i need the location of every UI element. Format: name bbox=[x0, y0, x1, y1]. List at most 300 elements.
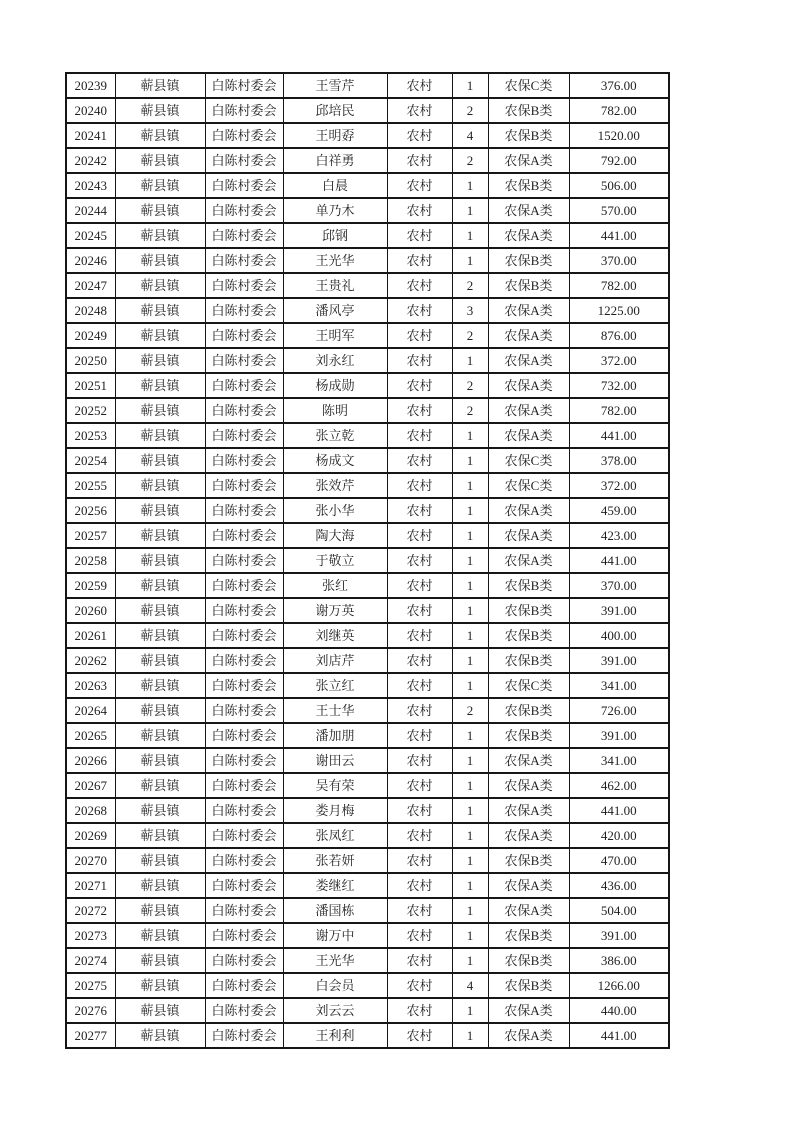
cell-person-name: 张效芹 bbox=[283, 473, 387, 498]
cell-residence-type: 农村 bbox=[387, 598, 452, 623]
cell-person-count: 1 bbox=[452, 348, 488, 373]
cell-amount: 570.00 bbox=[569, 198, 669, 223]
cell-residence-type: 农村 bbox=[387, 423, 452, 448]
cell-person-name: 刘继英 bbox=[283, 623, 387, 648]
cell-person-name: 张红 bbox=[283, 573, 387, 598]
table-row bbox=[66, 673, 669, 698]
cell-town: 蕲县镇 bbox=[115, 498, 205, 523]
cell-insurance-category: 农保A类 bbox=[488, 398, 569, 423]
cell-person-count: 1 bbox=[452, 548, 488, 573]
table-row bbox=[66, 448, 669, 473]
cell-town: 蕲县镇 bbox=[115, 698, 205, 723]
cell-serial-number: 20250 bbox=[66, 348, 115, 373]
cell-person-count: 1 bbox=[452, 648, 488, 673]
cell-amount: 420.00 bbox=[569, 823, 669, 848]
table-row bbox=[66, 248, 669, 273]
cell-village-committee: 白陈村委会 bbox=[205, 248, 283, 273]
cell-residence-type: 农村 bbox=[387, 823, 452, 848]
cell-residence-type: 农村 bbox=[387, 273, 452, 298]
cell-person-name: 于敬立 bbox=[283, 548, 387, 573]
cell-village-committee: 白陈村委会 bbox=[205, 123, 283, 148]
cell-serial-number: 20243 bbox=[66, 173, 115, 198]
cell-residence-type: 农村 bbox=[387, 623, 452, 648]
cell-village-committee: 白陈村委会 bbox=[205, 973, 283, 998]
cell-residence-type: 农村 bbox=[387, 573, 452, 598]
cell-serial-number: 20239 bbox=[66, 73, 115, 98]
cell-person-count: 2 bbox=[452, 273, 488, 298]
cell-residence-type: 农村 bbox=[387, 348, 452, 373]
cell-residence-type: 农村 bbox=[387, 773, 452, 798]
cell-village-committee: 白陈村委会 bbox=[205, 398, 283, 423]
cell-insurance-category: 农保B类 bbox=[488, 123, 569, 148]
cell-person-count: 1 bbox=[452, 798, 488, 823]
cell-insurance-category: 农保A类 bbox=[488, 148, 569, 173]
cell-residence-type: 农村 bbox=[387, 698, 452, 723]
cell-town: 蕲县镇 bbox=[115, 598, 205, 623]
cell-person-name: 谢万英 bbox=[283, 598, 387, 623]
cell-village-committee: 白陈村委会 bbox=[205, 873, 283, 898]
cell-person-count: 1 bbox=[452, 923, 488, 948]
cell-person-name: 吴有荣 bbox=[283, 773, 387, 798]
cell-person-count: 1 bbox=[452, 573, 488, 598]
cell-amount: 341.00 bbox=[569, 673, 669, 698]
cell-village-committee: 白陈村委会 bbox=[205, 573, 283, 598]
cell-person-count: 1 bbox=[452, 198, 488, 223]
cell-serial-number: 20268 bbox=[66, 798, 115, 823]
cell-amount: 462.00 bbox=[569, 773, 669, 798]
cell-person-name: 张小华 bbox=[283, 498, 387, 523]
cell-village-committee: 白陈村委会 bbox=[205, 523, 283, 548]
cell-serial-number: 20254 bbox=[66, 448, 115, 473]
cell-residence-type: 农村 bbox=[387, 798, 452, 823]
table-row bbox=[66, 423, 669, 448]
table-row bbox=[66, 273, 669, 298]
cell-insurance-category: 农保B类 bbox=[488, 648, 569, 673]
cell-amount: 370.00 bbox=[569, 248, 669, 273]
cell-residence-type: 农村 bbox=[387, 198, 452, 223]
cell-village-committee: 白陈村委会 bbox=[205, 348, 283, 373]
cell-insurance-category: 农保A类 bbox=[488, 423, 569, 448]
pension-records-table bbox=[65, 72, 670, 1049]
cell-town: 蕲县镇 bbox=[115, 298, 205, 323]
cell-residence-type: 农村 bbox=[387, 398, 452, 423]
cell-person-name: 杨成勋 bbox=[283, 373, 387, 398]
cell-serial-number: 20264 bbox=[66, 698, 115, 723]
table-row bbox=[66, 1023, 669, 1048]
cell-village-committee: 白陈村委会 bbox=[205, 198, 283, 223]
cell-village-committee: 白陈村委会 bbox=[205, 598, 283, 623]
table-row bbox=[66, 198, 669, 223]
cell-town: 蕲县镇 bbox=[115, 623, 205, 648]
cell-village-committee: 白陈村委会 bbox=[205, 223, 283, 248]
cell-serial-number: 20269 bbox=[66, 823, 115, 848]
cell-village-committee: 白陈村委会 bbox=[205, 448, 283, 473]
cell-serial-number: 20252 bbox=[66, 398, 115, 423]
cell-town: 蕲县镇 bbox=[115, 848, 205, 873]
cell-person-count: 1 bbox=[452, 873, 488, 898]
cell-residence-type: 农村 bbox=[387, 548, 452, 573]
cell-person-name: 张立红 bbox=[283, 673, 387, 698]
cell-person-count: 1 bbox=[452, 723, 488, 748]
table-row bbox=[66, 223, 669, 248]
cell-amount: 441.00 bbox=[569, 798, 669, 823]
cell-amount: 391.00 bbox=[569, 923, 669, 948]
table-row bbox=[66, 623, 669, 648]
cell-insurance-category: 农保A类 bbox=[488, 998, 569, 1023]
cell-person-count: 2 bbox=[452, 373, 488, 398]
cell-town: 蕲县镇 bbox=[115, 98, 205, 123]
table-row bbox=[66, 998, 669, 1023]
cell-village-committee: 白陈村委会 bbox=[205, 748, 283, 773]
cell-person-name: 邱培民 bbox=[283, 98, 387, 123]
cell-person-count: 1 bbox=[452, 948, 488, 973]
cell-person-name: 谢万中 bbox=[283, 923, 387, 948]
cell-insurance-category: 农保A类 bbox=[488, 348, 569, 373]
cell-person-name: 白祥勇 bbox=[283, 148, 387, 173]
cell-village-committee: 白陈村委会 bbox=[205, 98, 283, 123]
cell-insurance-category: 农保A类 bbox=[488, 373, 569, 398]
cell-town: 蕲县镇 bbox=[115, 873, 205, 898]
cell-person-count: 1 bbox=[452, 598, 488, 623]
cell-person-name: 潘国栋 bbox=[283, 898, 387, 923]
table-row bbox=[66, 848, 669, 873]
cell-person-count: 2 bbox=[452, 98, 488, 123]
cell-residence-type: 农村 bbox=[387, 173, 452, 198]
cell-insurance-category: 农保A类 bbox=[488, 773, 569, 798]
cell-person-name: 张若妍 bbox=[283, 848, 387, 873]
cell-amount: 792.00 bbox=[569, 148, 669, 173]
cell-person-count: 4 bbox=[452, 123, 488, 148]
cell-town: 蕲县镇 bbox=[115, 348, 205, 373]
cell-person-name: 谢田云 bbox=[283, 748, 387, 773]
cell-village-committee: 白陈村委会 bbox=[205, 473, 283, 498]
cell-village-committee: 白陈村委会 bbox=[205, 723, 283, 748]
cell-insurance-category: 农保A类 bbox=[488, 1023, 569, 1048]
cell-insurance-category: 农保A类 bbox=[488, 523, 569, 548]
cell-person-count: 1 bbox=[452, 248, 488, 273]
cell-insurance-category: 农保A类 bbox=[488, 498, 569, 523]
cell-town: 蕲县镇 bbox=[115, 423, 205, 448]
cell-person-name: 陈明 bbox=[283, 398, 387, 423]
cell-serial-number: 20273 bbox=[66, 923, 115, 948]
cell-residence-type: 农村 bbox=[387, 498, 452, 523]
cell-residence-type: 农村 bbox=[387, 873, 452, 898]
cell-residence-type: 农村 bbox=[387, 898, 452, 923]
cell-amount: 376.00 bbox=[569, 73, 669, 98]
cell-serial-number: 20257 bbox=[66, 523, 115, 548]
cell-town: 蕲县镇 bbox=[115, 223, 205, 248]
cell-person-count: 1 bbox=[452, 998, 488, 1023]
cell-amount: 441.00 bbox=[569, 1023, 669, 1048]
cell-insurance-category: 农保A类 bbox=[488, 548, 569, 573]
cell-person-count: 1 bbox=[452, 898, 488, 923]
cell-serial-number: 20249 bbox=[66, 323, 115, 348]
table-row bbox=[66, 398, 669, 423]
cell-insurance-category: 农保A类 bbox=[488, 798, 569, 823]
table-row bbox=[66, 98, 669, 123]
cell-serial-number: 20266 bbox=[66, 748, 115, 773]
cell-village-committee: 白陈村委会 bbox=[205, 948, 283, 973]
cell-person-count: 4 bbox=[452, 973, 488, 998]
cell-amount: 1520.00 bbox=[569, 123, 669, 148]
cell-insurance-category: 农保C类 bbox=[488, 448, 569, 473]
cell-serial-number: 20267 bbox=[66, 773, 115, 798]
cell-amount: 372.00 bbox=[569, 473, 669, 498]
cell-person-name: 娄继红 bbox=[283, 873, 387, 898]
cell-village-committee: 白陈村委会 bbox=[205, 148, 283, 173]
cell-amount: 726.00 bbox=[569, 698, 669, 723]
cell-residence-type: 农村 bbox=[387, 448, 452, 473]
table-row bbox=[66, 323, 669, 348]
cell-serial-number: 20261 bbox=[66, 623, 115, 648]
cell-amount: 400.00 bbox=[569, 623, 669, 648]
cell-insurance-category: 农保B类 bbox=[488, 973, 569, 998]
cell-person-count: 1 bbox=[452, 473, 488, 498]
cell-residence-type: 农村 bbox=[387, 73, 452, 98]
cell-serial-number: 20247 bbox=[66, 273, 115, 298]
cell-village-committee: 白陈村委会 bbox=[205, 848, 283, 873]
table-body bbox=[66, 73, 669, 1048]
cell-village-committee: 白陈村委会 bbox=[205, 673, 283, 698]
cell-amount: 1225.00 bbox=[569, 298, 669, 323]
cell-village-committee: 白陈村委会 bbox=[205, 823, 283, 848]
table-row bbox=[66, 873, 669, 898]
table-row bbox=[66, 298, 669, 323]
cell-town: 蕲县镇 bbox=[115, 323, 205, 348]
cell-town: 蕲县镇 bbox=[115, 173, 205, 198]
cell-serial-number: 20275 bbox=[66, 973, 115, 998]
cell-person-name: 张立乾 bbox=[283, 423, 387, 448]
table-row bbox=[66, 748, 669, 773]
cell-village-committee: 白陈村委会 bbox=[205, 623, 283, 648]
cell-serial-number: 20277 bbox=[66, 1023, 115, 1048]
table-row bbox=[66, 573, 669, 598]
cell-person-count: 1 bbox=[452, 623, 488, 648]
cell-town: 蕲县镇 bbox=[115, 448, 205, 473]
table-row bbox=[66, 498, 669, 523]
cell-person-count: 1 bbox=[452, 223, 488, 248]
table-row bbox=[66, 798, 669, 823]
cell-insurance-category: 农保B类 bbox=[488, 573, 569, 598]
cell-serial-number: 20263 bbox=[66, 673, 115, 698]
cell-amount: 378.00 bbox=[569, 448, 669, 473]
cell-town: 蕲县镇 bbox=[115, 948, 205, 973]
cell-residence-type: 农村 bbox=[387, 923, 452, 948]
cell-amount: 391.00 bbox=[569, 648, 669, 673]
cell-person-name: 王明军 bbox=[283, 323, 387, 348]
cell-amount: 391.00 bbox=[569, 598, 669, 623]
cell-person-count: 3 bbox=[452, 298, 488, 323]
cell-town: 蕲县镇 bbox=[115, 198, 205, 223]
cell-amount: 386.00 bbox=[569, 948, 669, 973]
cell-serial-number: 20255 bbox=[66, 473, 115, 498]
cell-town: 蕲县镇 bbox=[115, 923, 205, 948]
cell-serial-number: 20270 bbox=[66, 848, 115, 873]
cell-serial-number: 20259 bbox=[66, 573, 115, 598]
cell-town: 蕲县镇 bbox=[115, 148, 205, 173]
cell-serial-number: 20242 bbox=[66, 148, 115, 173]
cell-amount: 372.00 bbox=[569, 348, 669, 373]
cell-village-committee: 白陈村委会 bbox=[205, 998, 283, 1023]
cell-person-name: 杨成文 bbox=[283, 448, 387, 473]
cell-serial-number: 20241 bbox=[66, 123, 115, 148]
cell-amount: 391.00 bbox=[569, 723, 669, 748]
cell-insurance-category: 农保A类 bbox=[488, 873, 569, 898]
cell-amount: 1266.00 bbox=[569, 973, 669, 998]
cell-town: 蕲县镇 bbox=[115, 73, 205, 98]
cell-amount: 370.00 bbox=[569, 573, 669, 598]
cell-person-count: 1 bbox=[452, 523, 488, 548]
cell-serial-number: 20253 bbox=[66, 423, 115, 448]
cell-residence-type: 农村 bbox=[387, 123, 452, 148]
cell-person-name: 王明孬 bbox=[283, 123, 387, 148]
cell-insurance-category: 农保A类 bbox=[488, 823, 569, 848]
cell-town: 蕲县镇 bbox=[115, 398, 205, 423]
cell-insurance-category: 农保A类 bbox=[488, 198, 569, 223]
cell-person-count: 1 bbox=[452, 73, 488, 98]
cell-village-committee: 白陈村委会 bbox=[205, 1023, 283, 1048]
cell-residence-type: 农村 bbox=[387, 473, 452, 498]
cell-person-name: 娄月梅 bbox=[283, 798, 387, 823]
cell-village-committee: 白陈村委会 bbox=[205, 173, 283, 198]
cell-person-name: 邱钢 bbox=[283, 223, 387, 248]
cell-person-name: 王光华 bbox=[283, 948, 387, 973]
cell-residence-type: 农村 bbox=[387, 523, 452, 548]
cell-insurance-category: 农保A类 bbox=[488, 223, 569, 248]
cell-town: 蕲县镇 bbox=[115, 373, 205, 398]
cell-person-count: 2 bbox=[452, 698, 488, 723]
cell-town: 蕲县镇 bbox=[115, 123, 205, 148]
cell-serial-number: 20256 bbox=[66, 498, 115, 523]
cell-village-committee: 白陈村委会 bbox=[205, 798, 283, 823]
cell-person-name: 潘风亭 bbox=[283, 298, 387, 323]
table-row bbox=[66, 923, 669, 948]
table-row bbox=[66, 548, 669, 573]
cell-person-name: 单乃木 bbox=[283, 198, 387, 223]
cell-person-name: 王雪芹 bbox=[283, 73, 387, 98]
cell-person-name: 潘加朋 bbox=[283, 723, 387, 748]
cell-residence-type: 农村 bbox=[387, 848, 452, 873]
cell-insurance-category: 农保B类 bbox=[488, 723, 569, 748]
cell-person-count: 1 bbox=[452, 773, 488, 798]
cell-village-committee: 白陈村委会 bbox=[205, 923, 283, 948]
cell-village-committee: 白陈村委会 bbox=[205, 698, 283, 723]
table-row bbox=[66, 173, 669, 198]
cell-amount: 782.00 bbox=[569, 398, 669, 423]
cell-town: 蕲县镇 bbox=[115, 673, 205, 698]
cell-residence-type: 农村 bbox=[387, 373, 452, 398]
cell-amount: 441.00 bbox=[569, 423, 669, 448]
cell-person-name: 刘云云 bbox=[283, 998, 387, 1023]
cell-amount: 782.00 bbox=[569, 98, 669, 123]
cell-town: 蕲县镇 bbox=[115, 973, 205, 998]
cell-town: 蕲县镇 bbox=[115, 723, 205, 748]
table-row bbox=[66, 473, 669, 498]
cell-person-name: 陶大海 bbox=[283, 523, 387, 548]
table-row bbox=[66, 373, 669, 398]
cell-person-count: 2 bbox=[452, 148, 488, 173]
table-row bbox=[66, 348, 669, 373]
cell-person-name: 白晨 bbox=[283, 173, 387, 198]
cell-serial-number: 20246 bbox=[66, 248, 115, 273]
cell-amount: 441.00 bbox=[569, 223, 669, 248]
cell-amount: 470.00 bbox=[569, 848, 669, 873]
cell-town: 蕲县镇 bbox=[115, 273, 205, 298]
cell-person-count: 1 bbox=[452, 848, 488, 873]
cell-town: 蕲县镇 bbox=[115, 798, 205, 823]
cell-town: 蕲县镇 bbox=[115, 648, 205, 673]
cell-village-committee: 白陈村委会 bbox=[205, 298, 283, 323]
cell-serial-number: 20262 bbox=[66, 648, 115, 673]
cell-serial-number: 20251 bbox=[66, 373, 115, 398]
cell-person-name: 张凤红 bbox=[283, 823, 387, 848]
cell-insurance-category: 农保B类 bbox=[488, 698, 569, 723]
cell-village-committee: 白陈村委会 bbox=[205, 323, 283, 348]
cell-serial-number: 20258 bbox=[66, 548, 115, 573]
cell-residence-type: 农村 bbox=[387, 148, 452, 173]
cell-person-count: 1 bbox=[452, 823, 488, 848]
table-row bbox=[66, 898, 669, 923]
cell-insurance-category: 农保B类 bbox=[488, 848, 569, 873]
cell-amount: 441.00 bbox=[569, 548, 669, 573]
cell-serial-number: 20240 bbox=[66, 98, 115, 123]
cell-serial-number: 20274 bbox=[66, 948, 115, 973]
cell-residence-type: 农村 bbox=[387, 323, 452, 348]
table-row bbox=[66, 523, 669, 548]
cell-person-name: 王光华 bbox=[283, 248, 387, 273]
cell-town: 蕲县镇 bbox=[115, 473, 205, 498]
cell-insurance-category: 农保A类 bbox=[488, 898, 569, 923]
cell-amount: 876.00 bbox=[569, 323, 669, 348]
cell-person-count: 1 bbox=[452, 448, 488, 473]
cell-person-count: 1 bbox=[452, 173, 488, 198]
cell-village-committee: 白陈村委会 bbox=[205, 273, 283, 298]
cell-town: 蕲县镇 bbox=[115, 823, 205, 848]
cell-amount: 423.00 bbox=[569, 523, 669, 548]
cell-person-count: 1 bbox=[452, 498, 488, 523]
cell-insurance-category: 农保A类 bbox=[488, 323, 569, 348]
cell-amount: 504.00 bbox=[569, 898, 669, 923]
table-row bbox=[66, 698, 669, 723]
table-row bbox=[66, 123, 669, 148]
cell-residence-type: 农村 bbox=[387, 998, 452, 1023]
cell-insurance-category: 农保A类 bbox=[488, 748, 569, 773]
cell-amount: 782.00 bbox=[569, 273, 669, 298]
cell-residence-type: 农村 bbox=[387, 748, 452, 773]
cell-serial-number: 20248 bbox=[66, 298, 115, 323]
cell-town: 蕲县镇 bbox=[115, 998, 205, 1023]
table-row bbox=[66, 148, 669, 173]
cell-person-name: 王士华 bbox=[283, 698, 387, 723]
cell-residence-type: 农村 bbox=[387, 298, 452, 323]
table-row bbox=[66, 73, 669, 98]
cell-amount: 732.00 bbox=[569, 373, 669, 398]
cell-insurance-category: 农保B类 bbox=[488, 923, 569, 948]
cell-residence-type: 农村 bbox=[387, 648, 452, 673]
cell-insurance-category: 农保B类 bbox=[488, 273, 569, 298]
cell-amount: 341.00 bbox=[569, 748, 669, 773]
cell-insurance-category: 农保C类 bbox=[488, 473, 569, 498]
cell-serial-number: 20272 bbox=[66, 898, 115, 923]
cell-residence-type: 农村 bbox=[387, 223, 452, 248]
cell-residence-type: 农村 bbox=[387, 248, 452, 273]
cell-residence-type: 农村 bbox=[387, 1023, 452, 1048]
cell-person-count: 2 bbox=[452, 398, 488, 423]
cell-village-committee: 白陈村委会 bbox=[205, 498, 283, 523]
cell-residence-type: 农村 bbox=[387, 973, 452, 998]
cell-village-committee: 白陈村委会 bbox=[205, 898, 283, 923]
cell-amount: 506.00 bbox=[569, 173, 669, 198]
